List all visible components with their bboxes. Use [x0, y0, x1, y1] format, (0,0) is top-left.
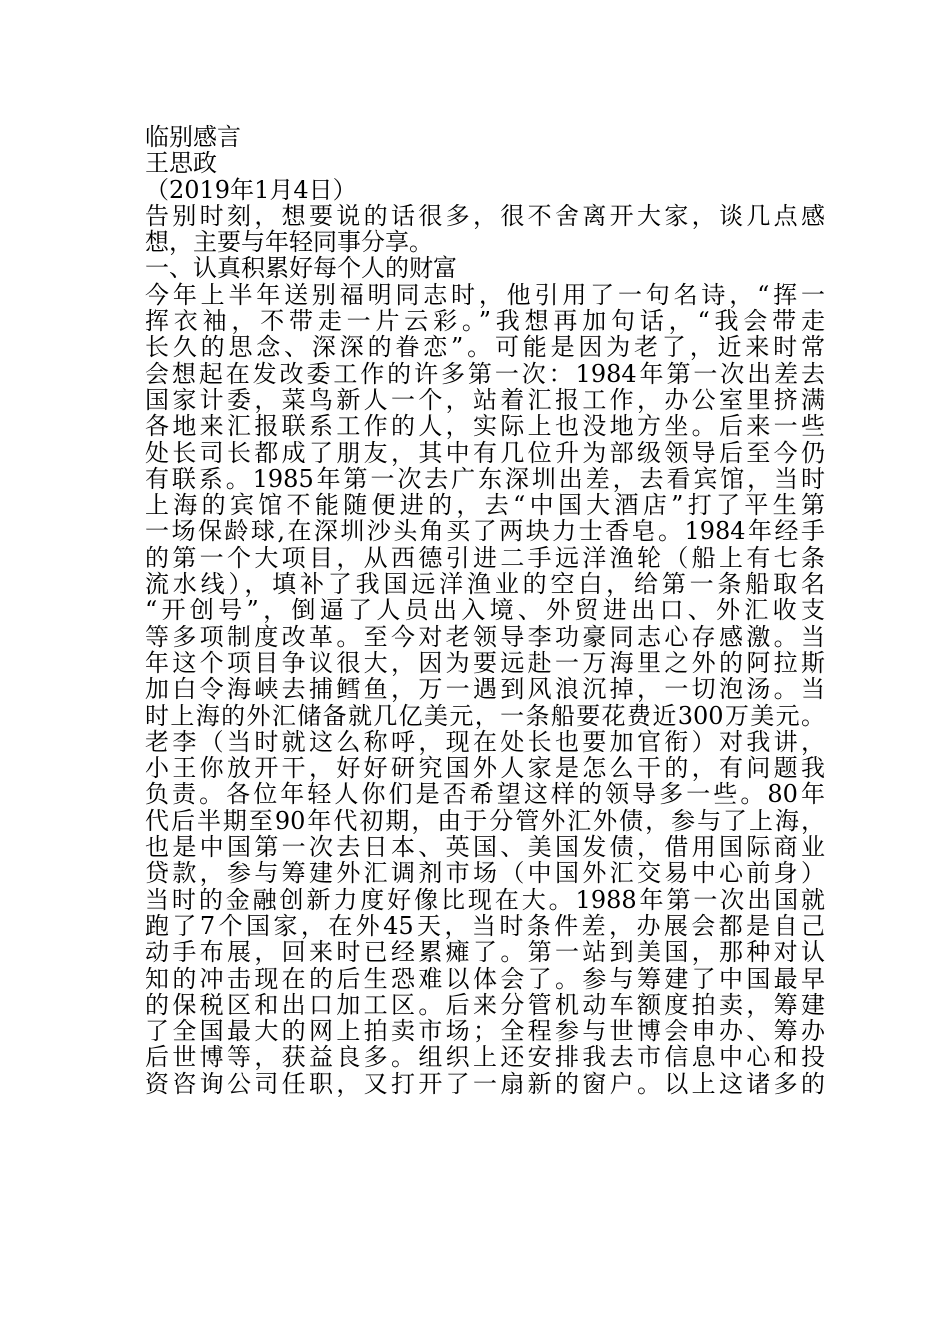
- paragraph-line: 各地来汇报联系工作的人，实际上也没地方坐。后来一些: [145, 413, 825, 440]
- paragraph-line: 老李（当时就这么称呼，现在处长也要加官衔）对我讲，: [145, 728, 825, 756]
- document-title: 临别感言: [145, 124, 241, 151]
- paragraph-line: 小王你放开干，好好研究国外人家是怎么干的，有问题我: [145, 755, 825, 782]
- paragraph-line: 今年上半年送别福明同志时，他引用了一句名诗，“挥一: [145, 281, 825, 309]
- paragraph-line: 的第一个大项目，从西德引进二手远洋渔轮（船上有七条: [145, 544, 825, 572]
- paragraph-line: 后世博等，获益良多。组织上还安排我去市信息中心和投: [145, 1044, 825, 1071]
- paragraph-line: 知的冲击现在的后生恐难以体会了。参与筹建了中国最早: [145, 965, 825, 992]
- paragraph-line: 代后半期至90年代初期，由于分管外汇外债，参与了上海，: [145, 807, 825, 835]
- paragraph-line: 等多项制度改革。至今对老领导李功豪同志心存感激。当: [145, 623, 825, 650]
- body-paragraph: [145, 282, 825, 1097]
- paragraph-line: 会想起在发改委工作的许多第一次：1984年第一次出差去: [145, 360, 825, 387]
- paragraph-line: 告别时刻，想要说的话很多，很不舍离开大家，谈几点感: [145, 202, 825, 230]
- paragraph-line: 的保税区和出口加工区。后来分管机动车额度拍卖，筹建: [145, 991, 825, 1019]
- paragraph-line: 资咨询公司任职，又打开了一扇新的窗户。以上这诸多的: [145, 1070, 825, 1097]
- paragraph-line: 当时的金融创新力度好像比现在大。1988年第一次出国就: [145, 886, 825, 913]
- document-author: 王思政: [145, 150, 217, 177]
- paragraph-line: 贷款，参与筹建外汇调剂市场（中国外汇交易中心前身）: [145, 860, 825, 887]
- paragraph-line: 上海的宾馆不能随便进的，去“中国大酒店”打了平生第: [145, 492, 825, 519]
- paragraph-line: 国家计委，菜鸟新人一个，站着汇报工作，办公室里挤满: [145, 386, 825, 414]
- paragraph-line: 流水线），填补了我国远洋渔业的空白，给第一条船取名: [145, 571, 825, 598]
- paragraph-line: 挥衣袖，不带走一片云彩。”我想再加句话，“我会带走: [145, 308, 825, 335]
- paragraph-line: 想，主要与年轻同事分享。: [145, 229, 433, 256]
- paragraph-line: 一场保龄球,在深圳沙头角买了两块力士香皂。1984年经手: [145, 518, 825, 545]
- paragraph-line: 也是中国第一次去日本、英国、美国发债，借用国际商业: [145, 834, 825, 861]
- paragraph-line: 年这个项目争议很大，因为要远赴一万海里之外的阿拉斯: [145, 649, 825, 677]
- paragraph-line: 加白令海峡去捕鳕鱼，万一遇到风浪沉掉，一切泡汤。当: [145, 676, 825, 703]
- paragraph-line: 负责。各位年轻人你们是否希望这样的领导多一些。80年: [145, 781, 825, 808]
- paragraph-line: 时上海的外汇储备就几亿美元，一条船要花费近300万美元。: [145, 702, 825, 729]
- paragraph-line: 处长司长都成了朋友，其中有几位升为部级领导后至今仍: [145, 439, 825, 466]
- intro-paragraph: [145, 203, 825, 256]
- document-date: （2019年1月4日）: [145, 176, 357, 203]
- paragraph-line: 有联系。1985年第一次去广东深圳出差，去看宾馆，当时: [145, 465, 825, 493]
- section-heading: 一、认真积累好每个人的财富: [145, 255, 457, 282]
- paragraph-line: 长久的思念、深深的眷恋”。可能是因为老了，近来时常: [145, 334, 825, 361]
- paragraph-line: 了全国最大的网上拍卖市场；全程参与世博会申办、筹办: [145, 1018, 825, 1045]
- paragraph-line: 动手布展，回来时已经累瘫了。第一站到美国，那种对认: [145, 939, 825, 966]
- paragraph-line: “开创号”，倒逼了人员出入境、外贸进出口、外汇收支: [145, 597, 825, 624]
- paragraph-line: 跑了7个国家，在外45天，当时条件差，办展会都是自己: [145, 912, 825, 940]
- document-page: [145, 124, 825, 1097]
